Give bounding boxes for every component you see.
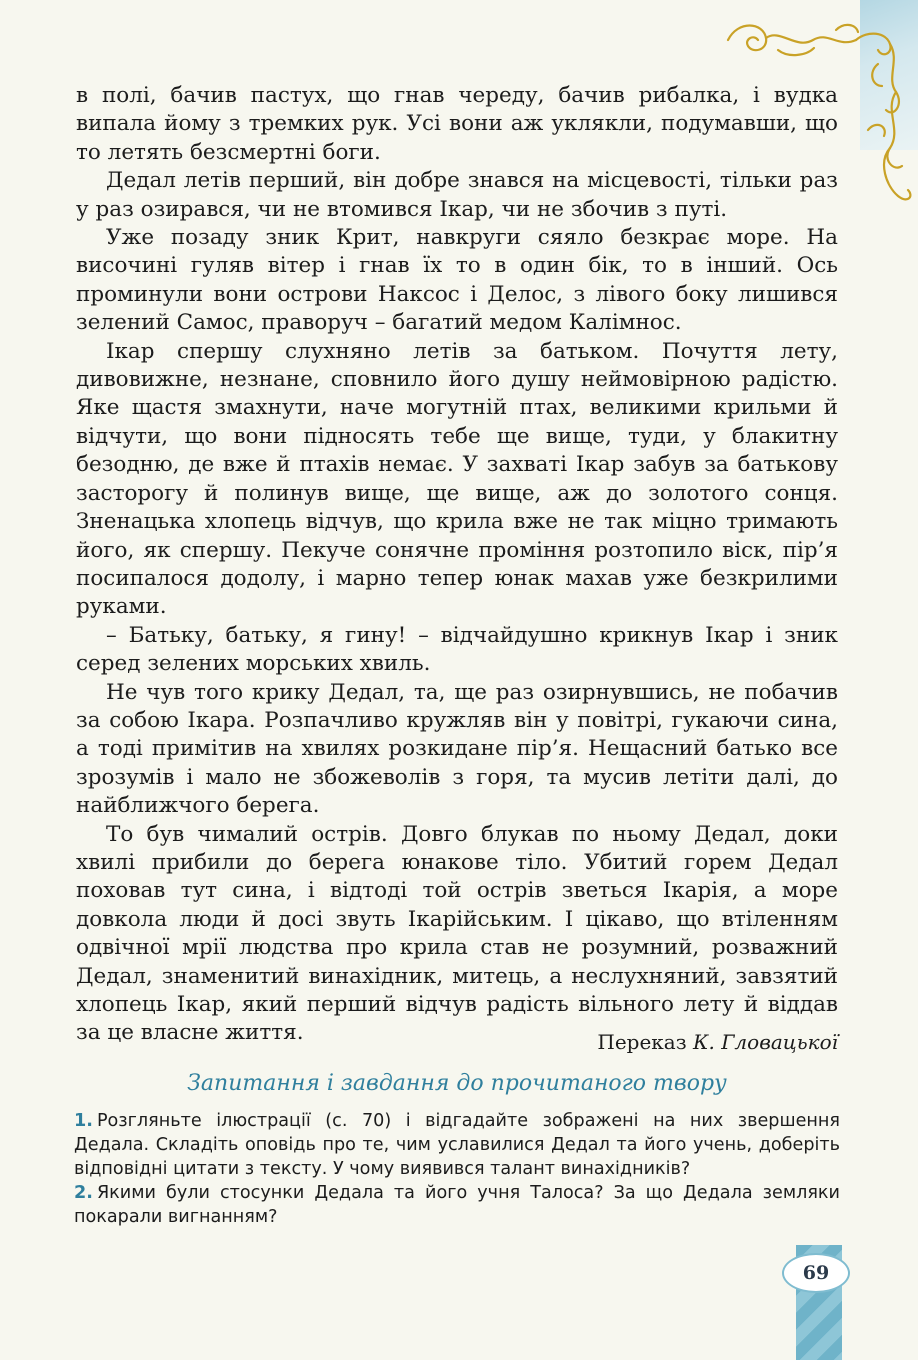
attribution-prefix: Переказ xyxy=(597,1030,687,1054)
question-number: 1. xyxy=(74,1111,93,1131)
question-item xyxy=(74,1181,840,1229)
question-text: Розгляньте ілюстрації (с. 70) і відгадайте зображені на них звершення Дедала. Складіть оповідь про те, чим уславилися Дедал та його учень, доберіть відповідні цитати з тексту. У чому виявився талант винахідників? xyxy=(74,1111,840,1179)
paragraph: Уже позаду зник Крит, навкруги сяяло безкрає море. На височині гуляв вітер і гнав їх то в один бік, то в інший. Ось проминули вони острови Наксос і Делос, з лівого боку лишився зелений Самос, праворуч – багатий медом Калімнос. xyxy=(76,225,838,336)
paragraph: То був чималий острів. Довго блукав по ньому Дедал, доки хвилі прибили до берега юнакове тіло. Убитий горем Дедал поховав тут сина, і відтоді той острів зветься Ікарія, а море довкола люди й досі звуть Ікарійським. І цікаво, що втіленням одвічної мрії людства про крила став не розумний, розважний Дедал, знаменитий винахідник, митець, а неслухняний, завзятий хлопець Ікар, який перший відчув радість вільного лету й віддав за це власне життя. xyxy=(76,821,838,1046)
questions-heading: Запитання і завдання до прочитаного твору xyxy=(187,1071,727,1096)
question-text: Якими були стосунки Дедала та його учня Талоса? За що Дедала земляки покарали вигнанням? xyxy=(74,1183,840,1227)
questions-list xyxy=(74,1109,840,1229)
question-item xyxy=(74,1109,840,1181)
paragraph: Не чув того крику Дедал, та, ще раз озирнувшись, не побачив за собою Ікара. Розпачливо кружляв він у повітрі, гукаючи сина, а тоді примітив на хвилях розкидане пір’я. Нещасний батько все зрозумів і мало не збожеволів з горя, та мусив летіти далі, до найближчого берега. xyxy=(76,679,838,819)
paragraph: Ікар спершу слухняно летів за батьком. Почуття лету, дивовижне, незнане, сповнило його душу неймовірною радістю. Яке щастя змахнути, наче могутній птах, великими крильми й відчути, що вони підносять тебе ще вище, туди, у блакитну безодню, де вже й птахів немає. У захваті Ікар забув за батькову засторогу й полинув вище, ще вище, аж до золотого сонця. Зненацька хлопець відчув, що крила вже не так міцно тримають його, як спершу. Пекуче сонячне проміння розтопило віск, пір’я посипалося додолу, і марно тепер юнак махав уже безкрилими руками. xyxy=(76,338,838,620)
paragraph: в полі, бачив пастух, що гнав череду, бачив рибалка, і вудка випала йому з тремких рук. Усі вони аж уклякли, подумавши, що то летять безсмертні боги. xyxy=(76,83,838,165)
paragraph: Дедал летів перший, він добре знався на місцевості, тільки раз у раз озирався, чи не втомився Ікар, чи не збочив з путі. xyxy=(76,168,838,222)
retelling-attribution xyxy=(597,1030,838,1054)
attribution-author: К. Гловацької xyxy=(693,1030,838,1054)
question-number: 2. xyxy=(74,1183,93,1203)
story-text xyxy=(76,82,838,1048)
paragraph: – Батьку, батьку, я гину! – відчайдушно крикнув Ікар і зник серед зелених морських хвиль. xyxy=(76,622,838,677)
page-number: 69 xyxy=(782,1253,850,1293)
